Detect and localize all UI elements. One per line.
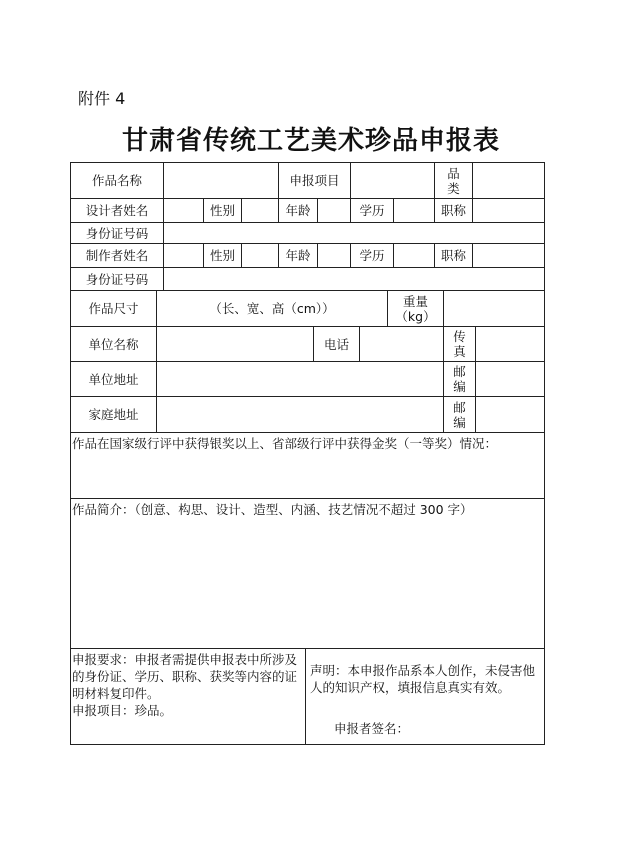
designer-name-field[interactable] — [164, 199, 203, 222]
unit-name-field[interactable] — [157, 327, 313, 361]
apply-item-label: 申报项目 — [289, 173, 340, 188]
category-label — [435, 163, 472, 198]
maker-title-label: 职称 — [440, 248, 466, 263]
size-field[interactable]: （长、宽、高（cm）） — [209, 301, 335, 316]
designer-age-field[interactable] — [318, 199, 350, 222]
maker-gender-label: 性别 — [209, 248, 235, 263]
maker-age-field[interactable] — [318, 244, 350, 267]
home-postcode-label — [444, 397, 475, 432]
signature-label[interactable]: 申报者签名： — [334, 721, 410, 736]
maker-name-label: 制作者姓名 — [85, 248, 149, 263]
maker-name-field[interactable] — [164, 244, 203, 267]
weight-label — [388, 291, 443, 326]
fax-label-line1: 传 — [453, 329, 466, 344]
designer-education-field[interactable] — [394, 199, 434, 222]
unit-address-field[interactable] — [157, 362, 443, 396]
phone-label: 电话 — [323, 336, 349, 352]
maker-gender-field[interactable] — [242, 244, 278, 267]
home-address-field[interactable] — [157, 397, 443, 432]
unit-address-label: 单位地址 — [88, 371, 139, 387]
unit-postcode-line1: 邮 — [453, 364, 466, 379]
requirements-line-2: 的身份证、学历、职称、获奖等内容的证 — [72, 669, 298, 684]
declaration-section — [310, 662, 543, 702]
work-name-field[interactable] — [164, 163, 278, 198]
designer-education-label: 学历 — [359, 203, 385, 218]
requirements-line-1: 申报要求：申报者需提供申报表中所涉及 — [72, 652, 298, 667]
designer-age-label: 年龄 — [285, 203, 311, 218]
unit-name-label: 单位名称 — [88, 336, 139, 352]
phone-field[interactable] — [360, 327, 443, 361]
weight-label-line1: 重量 — [402, 293, 428, 309]
size-label: 作品尺寸 — [88, 301, 139, 316]
designer-gender-field[interactable] — [242, 199, 278, 222]
designer-title-label: 职称 — [440, 203, 466, 218]
weight-field[interactable] — [444, 291, 544, 326]
designer-id-field[interactable] — [164, 223, 544, 243]
work-name-label: 作品名称 — [91, 173, 142, 188]
page-title: 甘肃省传统工艺美术珍品申报表 — [121, 126, 500, 156]
awards-section[interactable] — [72, 435, 542, 497]
requirements-line-4: 申报项目：珍品。 — [72, 703, 173, 718]
attachment-label: 附件 4 — [78, 89, 126, 108]
declaration-line-2: 人的知识产权，填报信息真实有效。 — [310, 680, 511, 695]
home-postcode-line2: 编 — [453, 414, 466, 430]
designer-title-field[interactable] — [473, 199, 544, 222]
category-label-line1: 品 — [447, 165, 460, 181]
apply-item-field[interactable] — [351, 163, 434, 198]
maker-id-field[interactable] — [164, 268, 544, 290]
designer-name-label: 设计者姓名 — [85, 203, 149, 218]
maker-education-label: 学历 — [359, 248, 385, 263]
maker-id-label: 身份证号码 — [85, 271, 149, 287]
category-label-line2: 类 — [447, 180, 460, 196]
fax-label-line2: 真 — [453, 344, 466, 359]
home-postcode-line1: 邮 — [453, 399, 466, 415]
designer-id-label: 身份证号码 — [85, 225, 149, 241]
home-address-label: 家庭地址 — [88, 407, 139, 422]
awards-prompt: 作品在国家级行评中获得银奖以上、省部级行评中获得金奖（一等奖）情况： — [72, 436, 498, 451]
home-postcode-field[interactable] — [476, 397, 544, 432]
requirements-line-3: 明材料复印件。 — [72, 686, 160, 701]
category-field[interactable] — [473, 163, 544, 198]
requirements-section — [72, 651, 302, 743]
unit-postcode-label — [444, 362, 475, 396]
unit-postcode-line2: 编 — [453, 379, 466, 394]
intro-prompt: 作品简介：（创意、构思、设计、造型、内涵、技艺情况不超过 300 字） — [72, 502, 473, 517]
designer-gender-label: 性别 — [209, 203, 235, 218]
intro-section[interactable] — [72, 501, 542, 647]
declaration-line-1: 声明：本申报作品系本人创作，未侵害他 — [310, 663, 536, 678]
weight-label-line2: （kg） — [395, 308, 436, 324]
fax-field[interactable] — [476, 327, 544, 361]
maker-title-field[interactable] — [473, 244, 544, 267]
fax-label — [444, 327, 475, 361]
maker-age-label: 年龄 — [285, 248, 311, 263]
maker-education-field[interactable] — [394, 244, 434, 267]
unit-postcode-field[interactable] — [476, 362, 544, 396]
